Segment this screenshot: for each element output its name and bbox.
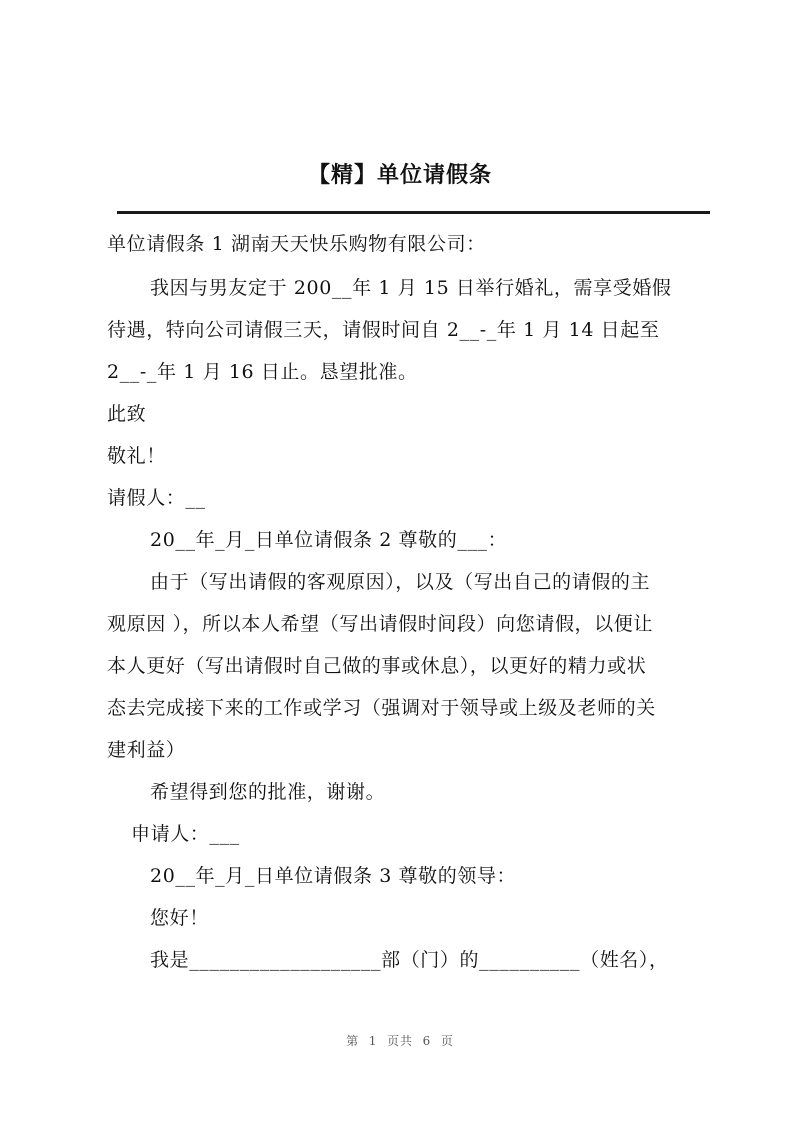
text-line: 20__年_月_日单位请假条 3 尊敬的领导：	[150, 865, 517, 887]
text-line: 希望得到您的批准，谢谢。	[150, 781, 386, 803]
page-footer: 第 1 页共 6 页	[346, 1034, 454, 1048]
text-line: 申请人：___	[131, 823, 240, 845]
text-line: 我是___________________部（门）的__________（姓名），	[150, 949, 669, 971]
text-line: 此致	[107, 403, 147, 425]
text-line: 单位请假条 1 湖南天天快乐购物有限公司：	[107, 233, 486, 255]
text-line: 态去完成接下来的工作或学习（强调对于领导或上级及老师的关	[107, 697, 656, 719]
text-line: 您好！	[150, 907, 209, 929]
text-line: 2__-_年 1 月 16 日止。恳望批准。	[107, 361, 418, 383]
text-line: 建利益）	[107, 739, 186, 761]
text-line: 20__年_月_日单位请假条 2 尊敬的___：	[150, 529, 508, 551]
text-line: 我因与男友定于 200__年 1 月 15 日举行婚礼，需享受婚假	[150, 277, 672, 299]
text-line: 请假人：__	[107, 487, 206, 509]
text-line: 待遇，特向公司请假三天，请假时间自 2__-_年 1 月 14 日起至	[107, 319, 660, 341]
text-line: 本人更好（写出请假时自己做的事或休息），以更好的精力或状	[107, 655, 647, 677]
text-line: 观原因 ），所以本人希望（写出请假时间段）向您请假，以便让	[107, 613, 653, 635]
document-title: 【精】单位请假条	[307, 163, 492, 188]
title-divider	[117, 211, 710, 214]
text-line: 由于（写出请假的客观原因），以及（写出自己的请假的主	[150, 571, 651, 593]
text-line: 敬礼！	[107, 445, 166, 467]
